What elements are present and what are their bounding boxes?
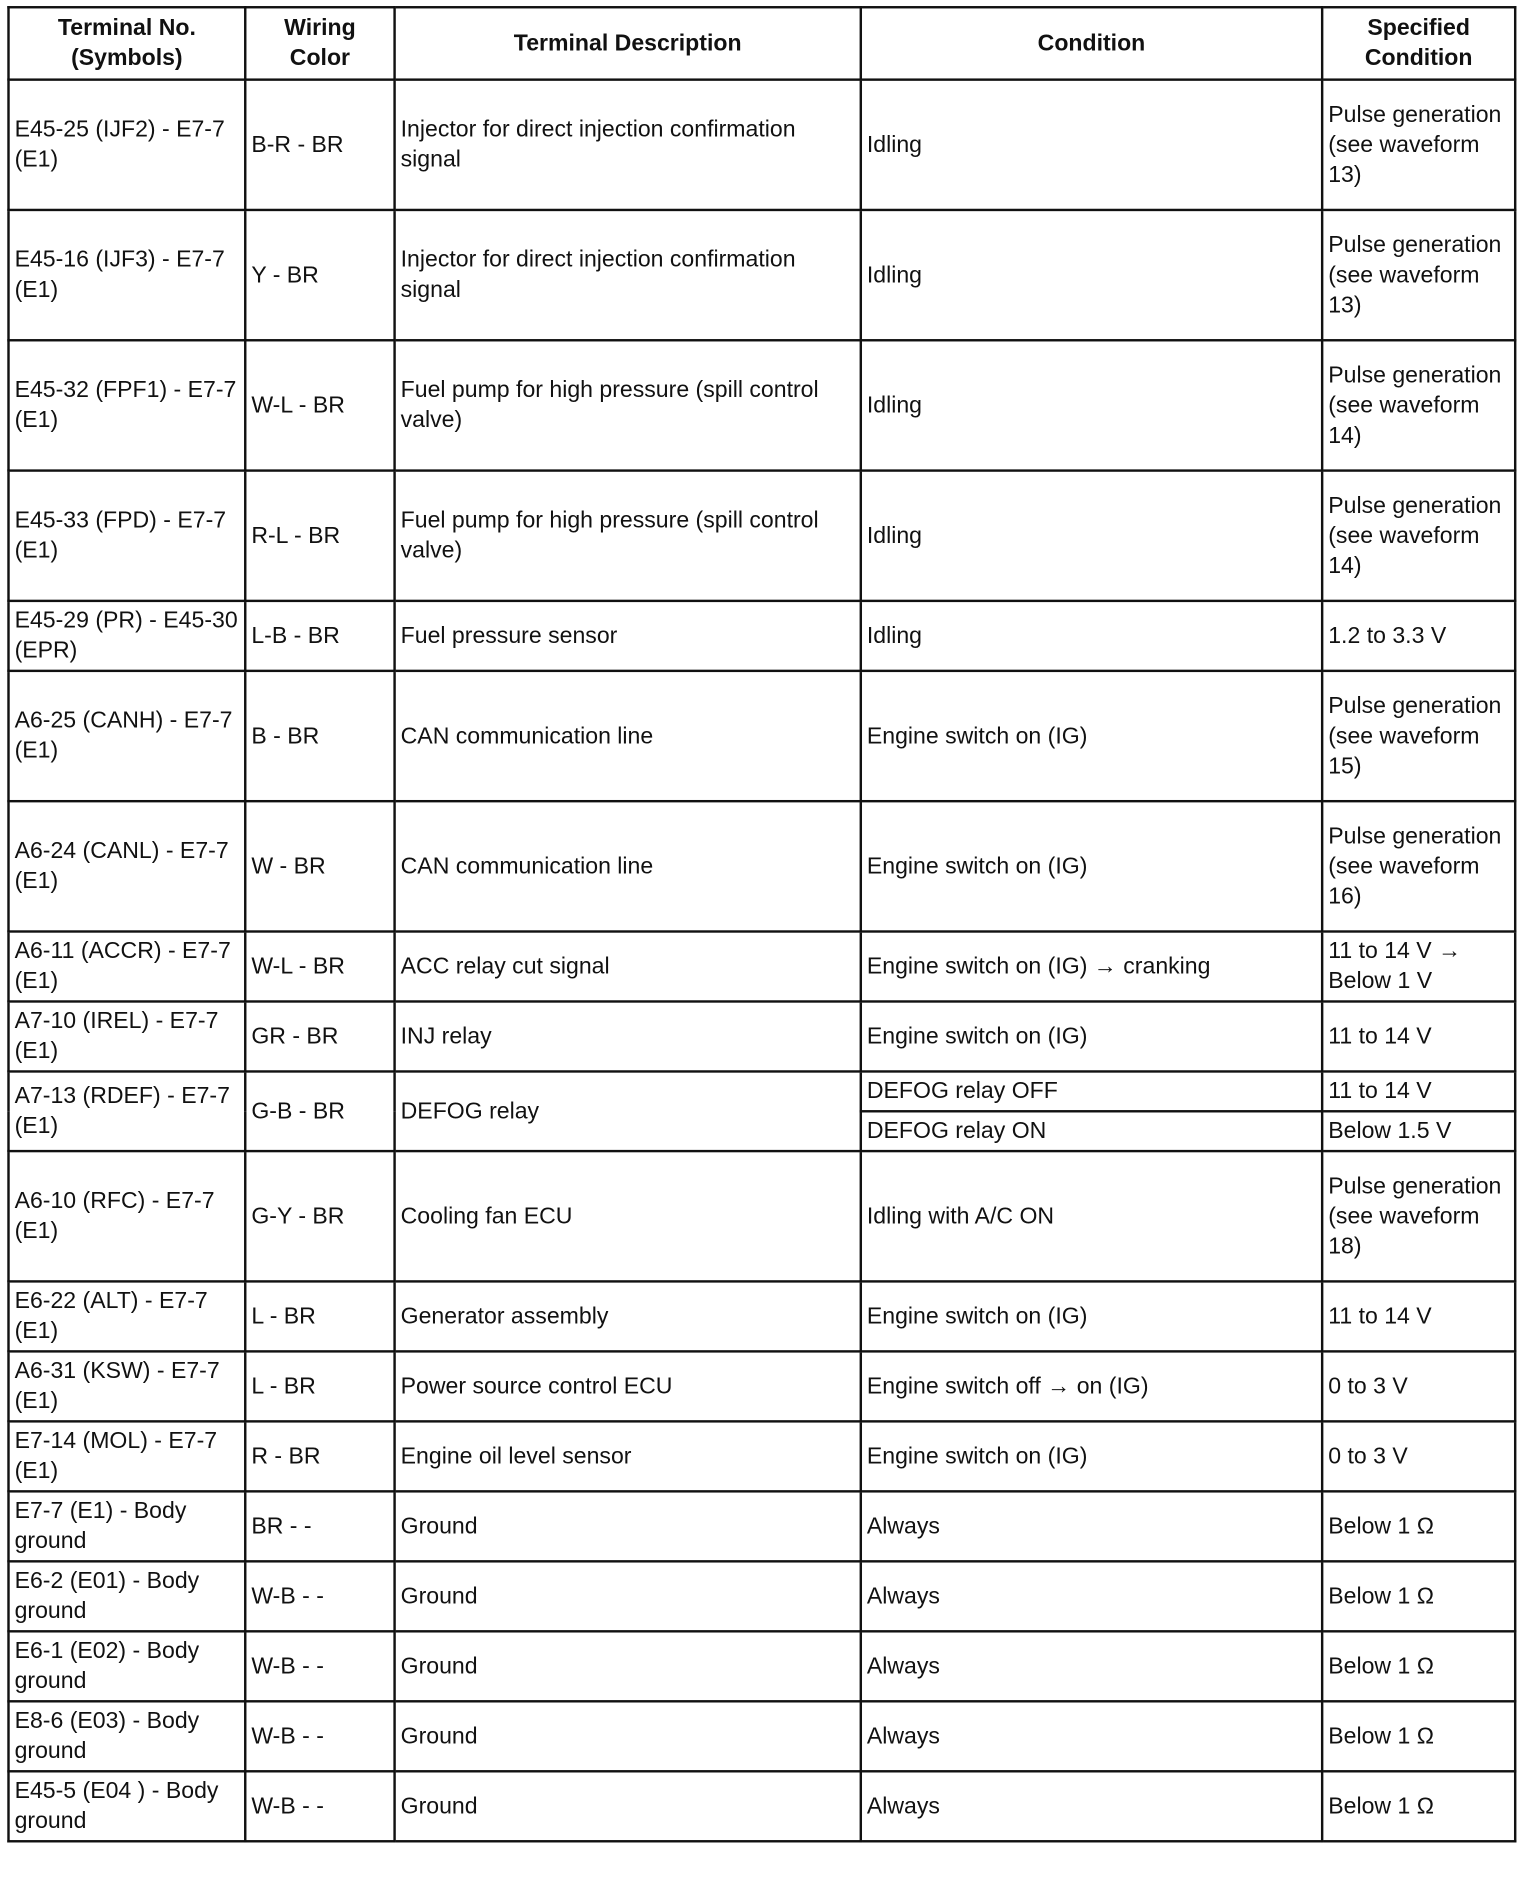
header-specified: Specified Condition [1322,7,1515,79]
table-row [8,1491,1515,1561]
wiring-cell: L - BR [245,1281,394,1351]
table-row [8,801,1515,931]
specified-cell: 1.2 to 3.3 V [1322,601,1515,671]
wiring-cell: L - BR [245,1351,394,1421]
table-row [8,1771,1515,1841]
terminal-cell: A6-10 (RFC) - E7-7 (E1) [8,1151,245,1281]
wiring-cell: BR - - [245,1491,394,1561]
terminal-cell: A6-25 (CANH) - E7-7 (E1) [8,671,245,801]
condition-cell: DEFOG relay OFF [861,1071,1322,1111]
condition-cell: Idling [861,471,1322,601]
wiring-cell: W - BR [245,801,394,931]
terminal-cell: E6-22 (ALT) - E7-7 (E1) [8,1281,245,1351]
table-row [8,1631,1515,1701]
wiring-cell: W-B - - [245,1771,394,1841]
table-row [8,671,1515,801]
wiring-cell: W-L - BR [245,340,394,470]
header-condition: Condition [861,7,1322,79]
specified-cell: 11 to 14 V → Below 1 V [1322,931,1515,1001]
description-cell: Fuel pump for high pressure (spill control valve) [395,340,861,470]
description-cell: Cooling fan ECU [395,1151,861,1281]
terminal-cell: E45-29 (PR) - E45-30 (EPR) [8,601,245,671]
terminal-cell: E7-14 (MOL) - E7-7 (E1) [8,1421,245,1491]
specified-cell: Below 1 Ω [1322,1561,1515,1631]
terminal-cell: A6-11 (ACCR) - E7-7 (E1) [8,931,245,1001]
description-cell: INJ relay [395,1001,861,1071]
specified-cell: Pulse generation (see waveform 14) [1322,340,1515,470]
specified-cell: 0 to 3 V [1322,1421,1515,1491]
condition-cell: Always [861,1561,1322,1631]
condition-cell: Idling [861,601,1322,671]
condition-cell: Always [861,1631,1322,1701]
condition-cell: DEFOG relay ON [861,1111,1322,1151]
terminal-cell: E6-2 (E01) - Body ground [8,1561,245,1631]
condition-cell: Engine switch on (IG) [861,1421,1322,1491]
specified-cell: Pulse generation (see waveform 15) [1322,671,1515,801]
wiring-cell: W-B - - [245,1631,394,1701]
terminal-cell: E8-6 (E03) - Body ground [8,1701,245,1771]
wiring-cell: W-B - - [245,1701,394,1771]
specified-cell: 11 to 14 V [1322,1281,1515,1351]
specified-cell: Pulse generation (see waveform 13) [1322,80,1515,210]
condition-cell: Always [861,1701,1322,1771]
specified-cell: Below 1 Ω [1322,1491,1515,1561]
table-row [8,931,1515,1001]
wiring-cell: G-Y - BR [245,1151,394,1281]
condition-cell: Always [861,1491,1322,1561]
table-row [8,80,1515,210]
terminal-cell: E6-1 (E02) - Body ground [8,1631,245,1701]
description-cell: CAN communication line [395,801,861,931]
condition-cell: Engine switch on (IG) [861,1281,1322,1351]
description-cell: Fuel pressure sensor [395,601,861,671]
condition-cell: Engine switch off → on (IG) [861,1351,1322,1421]
table-row [8,210,1515,340]
wiring-cell: W-B - - [245,1561,394,1631]
wiring-cell: G-B - BR [245,1071,394,1151]
specified-cell: 0 to 3 V [1322,1351,1515,1421]
table-row [8,1351,1515,1421]
wiring-cell: L-B - BR [245,601,394,671]
specified-cell: Pulse generation (see waveform 16) [1322,801,1515,931]
table-row [8,1701,1515,1771]
header-description: Terminal Description [395,7,861,79]
table-row [8,1421,1515,1491]
specified-cell: Below 1 Ω [1322,1771,1515,1841]
header-row [8,7,1515,79]
terminal-cell: A6-24 (CANL) - E7-7 (E1) [8,801,245,931]
table-row [8,1001,1515,1071]
condition-cell: Engine switch on (IG) [861,1001,1322,1071]
header-terminal: Terminal No. (Symbols) [8,7,245,79]
condition-cell: Engine switch on (IG) [861,801,1322,931]
table-row [8,1561,1515,1631]
specified-cell: Below 1 Ω [1322,1701,1515,1771]
specified-cell: Pulse generation (see waveform 18) [1322,1151,1515,1281]
condition-cell: Engine switch on (IG) → cranking [861,931,1322,1001]
terminal-cell: E45-25 (IJF2) - E7-7 (E1) [8,80,245,210]
specified-cell: Pulse generation (see waveform 14) [1322,471,1515,601]
condition-cell: Engine switch on (IG) [861,671,1322,801]
terminal-cell: E45-16 (IJF3) - E7-7 (E1) [8,210,245,340]
condition-cell: Idling [861,80,1322,210]
header-wiring: Wiring Color [245,7,394,79]
table-row [8,601,1515,671]
wiring-cell: B-R - BR [245,80,394,210]
terminal-cell: A6-31 (KSW) - E7-7 (E1) [8,1351,245,1421]
table-row [8,1151,1515,1281]
description-cell: Ground [395,1771,861,1841]
condition-cell: Idling [861,210,1322,340]
terminal-cell: E45-32 (FPF1) - E7-7 (E1) [8,340,245,470]
wiring-cell: R-L - BR [245,471,394,601]
terminal-cell: A7-13 (RDEF) - E7-7 (E1) [8,1071,245,1151]
description-cell: Power source control ECU [395,1351,861,1421]
description-cell: Injector for direct injection confirmation signal [395,80,861,210]
description-cell: Injector for direct injection confirmation signal [395,210,861,340]
specified-cell: Below 1 Ω [1322,1631,1515,1701]
table-row [8,471,1515,601]
wiring-cell: R - BR [245,1421,394,1491]
specified-cell: 11 to 14 V [1322,1071,1515,1111]
condition-cell: Idling with A/C ON [861,1151,1322,1281]
description-cell: Ground [395,1631,861,1701]
condition-cell: Idling [861,340,1322,470]
wiring-cell: W-L - BR [245,931,394,1001]
description-cell: CAN communication line [395,671,861,801]
description-cell: Fuel pump for high pressure (spill control valve) [395,471,861,601]
wiring-cell: B - BR [245,671,394,801]
specified-cell: Below 1.5 V [1322,1111,1515,1151]
terminal-cell: E7-7 (E1) - Body ground [8,1491,245,1561]
terminal-cell: E45-5 (E04 ) - Body ground [8,1771,245,1841]
table-row [8,1071,1515,1111]
description-cell: Ground [395,1491,861,1561]
description-cell: Generator assembly [395,1281,861,1351]
table-row [8,1281,1515,1351]
specified-cell: 11 to 14 V [1322,1001,1515,1071]
wiring-cell: Y - BR [245,210,394,340]
terminal-spec-table [7,6,1516,1842]
description-cell: Ground [395,1701,861,1771]
description-cell: ACC relay cut signal [395,931,861,1001]
terminal-cell: A7-10 (IREL) - E7-7 (E1) [8,1001,245,1071]
condition-cell: Always [861,1771,1322,1841]
table-row [8,340,1515,470]
wiring-cell: GR - BR [245,1001,394,1071]
description-cell: Engine oil level sensor [395,1421,861,1491]
terminal-cell: E45-33 (FPD) - E7-7 (E1) [8,471,245,601]
specified-cell: Pulse generation (see waveform 13) [1322,210,1515,340]
description-cell: DEFOG relay [395,1071,861,1151]
description-cell: Ground [395,1561,861,1631]
